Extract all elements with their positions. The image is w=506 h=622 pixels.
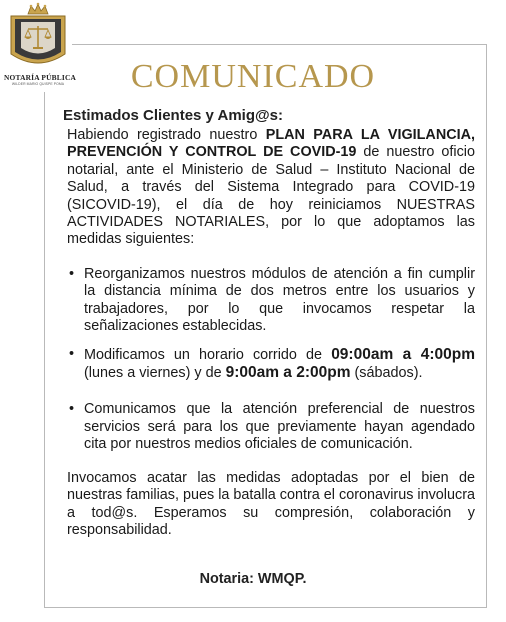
list-item	[67, 401, 475, 453]
greeting: Estimados Clientes y Amig@s:	[63, 107, 283, 124]
list-item	[67, 266, 475, 336]
logo-subname: WILDER MARIO QUISPE POMA	[11, 82, 65, 86]
saturday-hours: 9:00am a 2:00pm	[225, 364, 351, 382]
signature: Notaria: WMQP.	[199, 571, 307, 587]
page-title: COMUNICADO	[130, 58, 376, 95]
weekday-hours: 09:00am a 4:00pm	[331, 345, 475, 363]
intro-paragraph	[67, 127, 475, 249]
schedule-text-1: Modificamos un horario corrido de	[84, 346, 332, 363]
bullet-icon: •	[69, 266, 75, 282]
schedule-text-2: (lunes a viernes) y de	[84, 365, 226, 382]
closing-paragraph: Invocamos acatar las medidas adoptadas por el bien de nuestras familias, pues la batalla contra el coronavirus involucra a tod@s. Esperamos su compresión, colaboración y responsabilidad.	[67, 470, 475, 539]
intro-text-2: de nuestro oficio notarial, ante el Ministerio de Salud – Instituto Nacional de Salud, a través del Sistema Integrado para COVID-19 (SICOVID-19), el día de hoy reiniciamos NUESTRAS ACTIVIDADES NOTARIALES, por lo que adoptamos las medidas siguientes:	[67, 144, 475, 248]
bullet-icon: •	[69, 345, 75, 362]
measure-preferential: Comunicamos que la atención preferencial de nuestros servicios será para los que previamente hayan agendado cita por nuestros medios oficiales de comunicación.	[84, 401, 475, 453]
bullet-icon: •	[69, 401, 75, 418]
measures-list	[67, 266, 475, 454]
list-item	[67, 346, 475, 383]
schedule-text-3: (sábados).	[350, 365, 423, 382]
intro-plan-name: PLAN PARA LA VIGILANCIA, PREVENCIÓN Y CONTROL DE COVID-19	[67, 127, 475, 161]
logo-name: NOTARÍA PÚBLICA	[4, 73, 77, 82]
measure-distance: Reorganizamos nuestros módulos de atención a fin cumplir la distancia mínima de dos metros entre los usuarios y trabajadores, por lo que invocamos respetar la señalizaciones establecidas.	[84, 266, 475, 335]
intro-text-1: Habiendo registrado nuestro	[67, 127, 266, 143]
